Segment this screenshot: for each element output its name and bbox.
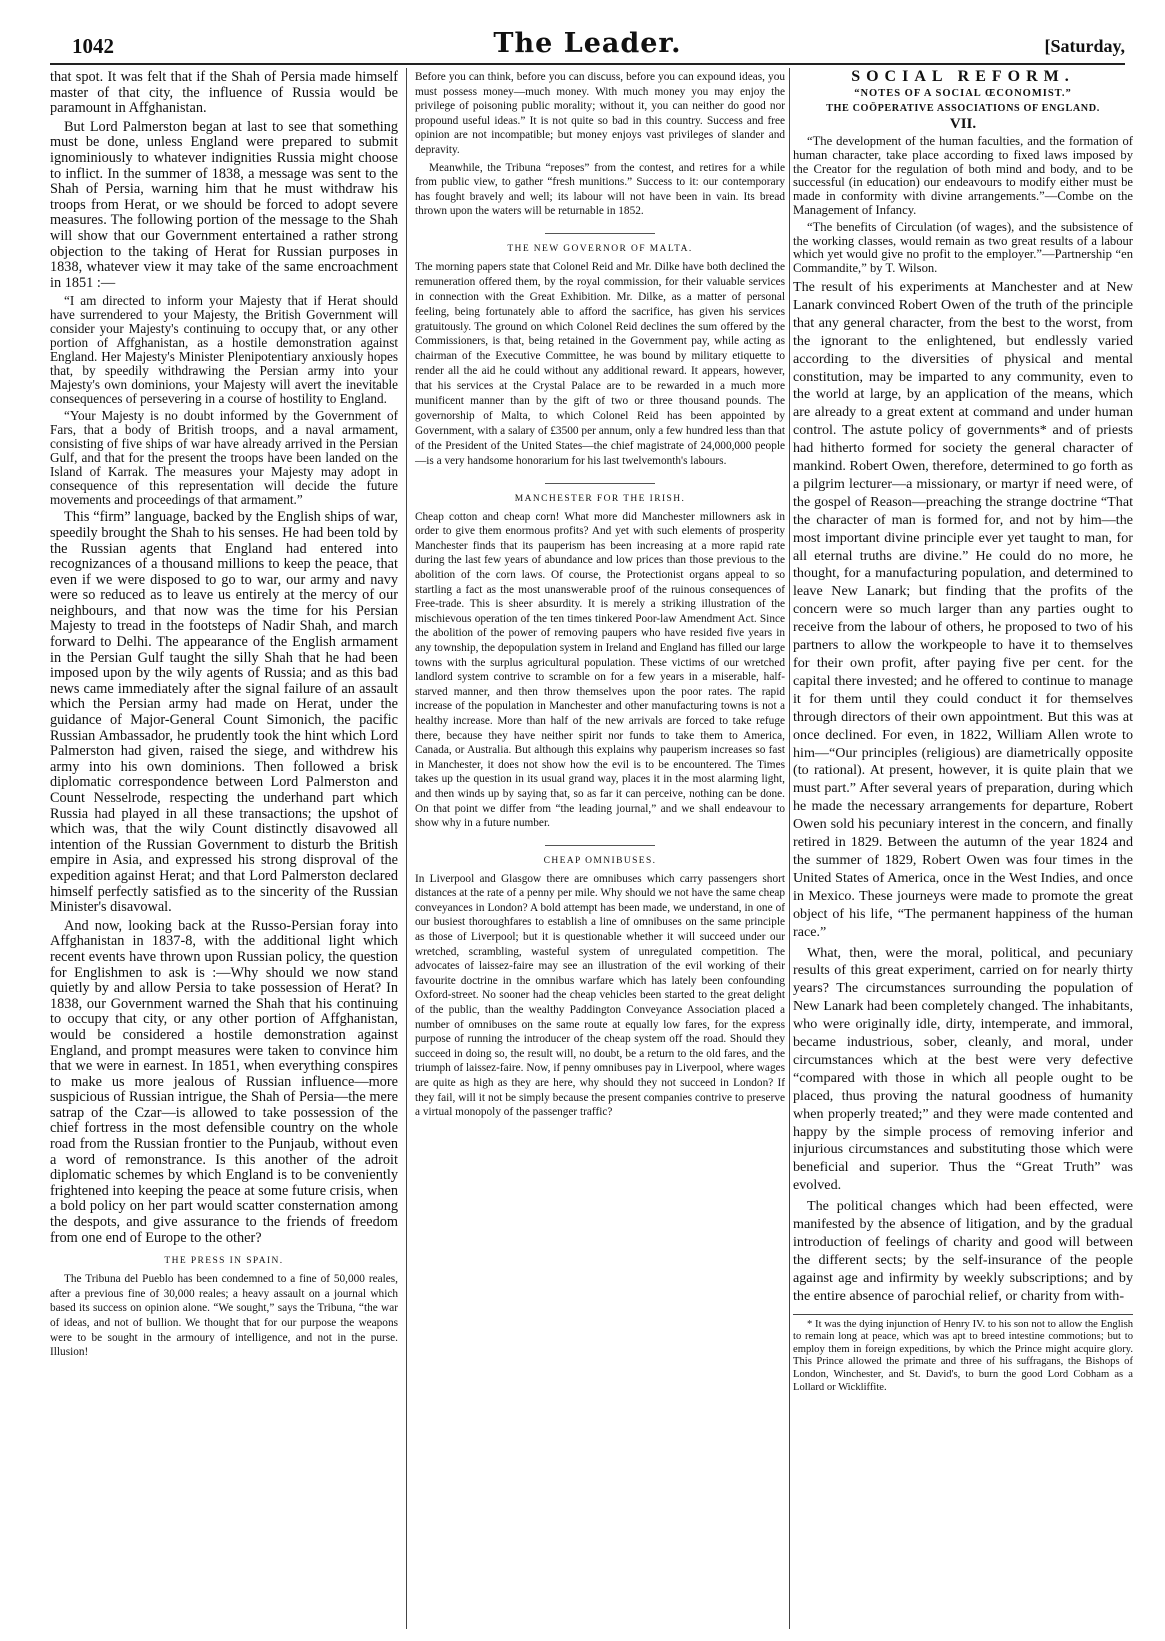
article-paragraph: In Liverpool and Glasgow there are omnibuses which carry passengers short distances at the rate of a penny per mile. Why should we not have the same cheap conveyances in London? A bold attempt has been made, we understand, in one of our busiest thoroughfares to establish a line of omnibuses on the same principle as those of Liverpool; but it is questionable whether it will succeed under our wretched, scrambling, wasteful system of unregulated competition. The advocates of laissez-faire may see an illustration of the evil working of their favourite doctrine in the omnibus warfare which has lately been confounding Oxford-street. No sooner had the cheap vehicles been started to the great delight of the public, than the wealthy Paddington Conveyance Association placed a number of omnibuses on the same route at equally low fares, for the express purpose of running the introducer of the cheap system off the road. Should they succeed in doing so, the result will, no doubt, be a return to the old fares, and the triumph of laissez-faire. Now, if penny omnibuses pay in Liverpool, where wages are quite as high as they are here, why should they not succeed in London? If they fail, will it not be simply because the present companies contrive to preserve a virtual monopoly of the passenger traffic?: [415, 872, 785, 1119]
article-paragraph: This “firm” language, backed by the English ships of war, speedily brought the Shah to his senses. He had been told by the Russian agents that England had entered into recognizances of a thousand millions to keep the peace, that even if we were disposed to go to war, our army and navy were so reduced as to leave us entirely at the mercy of our neighbours, and that now was the time for his Persian Majesty to tread in the footsteps of Nadir Shah, and march forward to Delhi. The appearance of the English armament in the Persian Gulf taught the silly Shah that he had been imposed upon by the wily agents of Russia; and as this bad news came immediately after the signal failure of an assault which the Persian army had made on Herat, under the guidance of Major-General Count Simonich, the pacific Russian Ambassador, he prudently took the hint which Lord Palmerston had given, raised the siege, and withdrew his army into his own dominions. Then followed a brisk diplomatic correspondence between Lord Palmerston and Count Nesselrode, respecting the underhand part which Russia had played in all these transactions; the upshot of which was, that the wily Count distinctly disavowed all intention of the Russian Government to disturb the British empire in Asia, and expressed his strong disproval of the expedition against Herat; and that Lord Palmerston declared himself perfectly satisfied as to the sincerity of the Russian Minister's disavowal.: [50, 509, 398, 916]
article-paragraph: The morning papers state that Colonel Reid and Mr. Dilke have both declined the remuneration offered them, by the royal commission, for their valuable services in connection with the Great Exhibition. Mr. Dilke, as a matter of personal feeling, being fortunately able to afford the sacrifice, has given his services gratuitously. The ground on which Colonel Reid declines the sum offered by the Commissioners, is that, being retained in the Government pay, while acting as chairman of the Executive Committee, he was bound by military etiquette to render all the aid he could without any additional reward. It appears, however, that his services at the Crystal Palace are to be rewarded in a much more munificent manner than by the gift of two or three thousand pounds. The governorship of Malta, to which Colonel Reid has been appointed by Government, with a salary of £3500 per annum, only a few hundred less than that of the President of the United States—the chief magistrate of 24,000,000 people—is a very handsome honorarium for his last twelvemonth's labours.: [415, 260, 785, 467]
column-middle: [415, 70, 785, 1630]
section-divider: [545, 483, 655, 484]
article-paragraph: The Tribuna del Pueblo has been condemned to a fine of 50,000 reales, after a previous fine of 30,000 reales; a heavy assault on a journal which based its success on opinion alone. “We sought,” says the Tribuna, “the war of ideas, and not of bullion. We thought that for our purpose the weapons were to be sought in the armoury of intelligence, and not in the purse. Illusion!: [50, 1273, 398, 1359]
section-heading: THE NEW GOVERNOR OF MALTA.: [507, 243, 693, 254]
column-right: [793, 70, 1133, 1630]
article-paragraph: The political changes which had been effected, were manifested by the absence of litigation, and by the gradual introduction of feelings of charity and good will between the different sects; by the self-insurance of the people against age and infirmity by weekly subscriptions; and by the entire absence of parochial relief, or charity from with-: [793, 1198, 1133, 1304]
dateline: [Saturday,: [1044, 36, 1125, 56]
section-numeral: VII.: [949, 116, 977, 132]
epigraph: “The benefits of Circulation (of wages), and the subsistence of the working classes, would remain as two great results of a labour which yet would give no profit to the employer.”—Partnership “en Commandite,” by T. Wilson.: [793, 219, 1133, 276]
article-paragraph: that spot. It was felt that if the Shah of Persia made himself master of that city, the influence of Russia would be paramount in Affghanistan.: [50, 70, 398, 117]
column-divider: [406, 68, 407, 1629]
article-paragraph: Cheap cotton and cheap corn! What more did Manchester millowners ask in order to give them enormous profits? And yet with such elements of prosperity Manchester finds that its pauperism has been increasing at a more rapid rate during the last few years of abundance and low prices than those previous to the abolition of the corn laws. Of course, the Protectionist organs appeal to so startling a fact as the most unanswerable proof of the ruinous consequences of Free-trade. This is sheer absurdity. It is merely a striking illustration of the mischievous operation of the ten times tinkered Poor-law Amendment Act. Since the abolition of the power of removing paupers who have resided five years in any township, the depopulation system in Ireland and England has filled our large towns with the surplus agricultural population. These victims of our wretched landlord system contrive to scramble on for a few years in a miserable, half-starved manner, and then throw themselves upon the poor rates. The rapid increase of the population in Manchester and other manufacturing towns is not a healthy increase. More than half of the new arrivals are forced to take refuge there, because they have neither spirit nor funds to take them to America, Canada, or Australia. But although this explains why pauperism increases so fast in Manchester, it does not show how the evil is to be encountered. The Times takes up the question in its usual grand way, places it in the most alarming light, and then winds up by saying that, so as far it can perceive, nothing can be done. On that point we differ from “the leading journal,” and we shall endeavour to show why in a future number.: [415, 510, 785, 830]
article-paragraph: Before you can think, before you can discuss, before you can expound ideas, you must possess money—much money. With much money you may enjoy the privilege of poisoning public morality; without it, you can neither do good nor propound useful ideas.” It is not quite so bad in this country. Success and free opinion are not incompatible; but money enjoys vast privileges of slander and depravity.: [415, 71, 785, 156]
section-divider: [545, 233, 655, 234]
article-subtitle: THE COÖPERATIVE ASSOCIATIONS OF ENGLAND.: [826, 103, 1100, 114]
header-rule: [50, 63, 1125, 65]
column-divider: [789, 68, 790, 1629]
article-paragraph: The result of his experiments at Manchester and at New Lanark convinced Robert Owen of the truth of the principle that any general character, from the best to the worst, from the ignorant to the enlightened, but endlessly varied according to the diversities of physical and mental constitution, may be imparted to any community, even to the world at large, by an application of the means, which are already to a great extent at command and under human control. The astute policy of governments* and of priests had hitherto formed for society the general character of mankind. Robert Owen, therefore, determined to go forth as a pilgrim lecturer—a missionary, or martyr if need were, of the gospel of Reason—preaching the strange doctrine “That the character of man is formed for, and not by him—the most important divine principle ever yet taught to man, for all eternal truths are divine.” He could do no more, he thought, for a manufacturing population, and determined to leave New Lanark; but finding that the profits of the concern were so much larger than any parties ought to receive from the labour of others, he proposed to two of his partners to allow the workpeople to have it to themselves for their own profit, after paying five per cent. for the capital there invested; and he offered to continue to manage it for them until they could conduct it for themselves through directors of their own appointment. But this was at once declined. For even, in 1822, William Allen wrote to him—“Our principles (religious) are diametrically opposite (to rational). At present, however, it is quite plain that we must part.” After several years of preparation, during which he made the necessary arrangements for departure, Robert Owen sold his pecuniary interest in the concern, and finally retired in 1829. Between the autumn of the year 1824 and the summer of 1829, Robert Owen was four times in the United States of America, once in the West Indies, and once in Mexico. These journeys were made to promote the great object of his life, “The permanent happiness of the human race.”: [793, 278, 1133, 940]
quoted-paragraph: “I am directed to inform your Majesty that if Herat should have surrendered to your Majesty, the British Government will consider your Majesty's continuing to occupy that, or any other portion of Affghanistan, as a hostile demonstration against England. Her Majesty's Minister Plenipotentiary anxiously hopes that, by speedily withdrawing the Persian army into your Majesty's own dominions, your Majesty will avert the inevitable consequences of persevering in a course of hostility to England.: [50, 293, 398, 407]
article-title: SOCIAL REFORM.: [851, 70, 1075, 85]
footnote: * It was the dying injunction of Henry IV. to his son not to allow the English to remain long at peace, which was apt to breed intestine commotions; but to employ them in foreign expeditions, by which the Prince might acquire glory. This Prince allowed the primate and three of his suffragans, the Bishops of London, Winchester, and St. David's, to burn the good Lord Cobham as a Lollard or Wickliffite.: [793, 1318, 1133, 1393]
section-heading: THE PRESS IN SPAIN.: [164, 1256, 284, 1267]
quoted-paragraph: “Your Majesty is no doubt informed by the Government of Fars, that a body of British troops, and a naval armament, consisting of five ships of war have already arrived in the Persian Gulf, and that for the present the troops have been landed on the Island of Karrak. The measures your Majesty may adopt in consequence of this representation will decide the future movements and proceedings of that armament.”: [50, 408, 398, 508]
page-header: [50, 28, 1125, 66]
epigraph: “The development of the human faculties, and the formation of human character, take place according to fixed laws imposed by the Creator for the regulation of both mind and body, and to be successful (in education) our endeavours to modify either must be made in conformity with divine arrangements.”—Combe on the Management of Infancy.: [793, 134, 1133, 217]
column-left: [50, 70, 398, 1630]
masthead: The Leader.: [493, 28, 682, 59]
article-paragraph: Meanwhile, the Tribuna “reposes” from the contest, and retires for a while from public view, to gather “fresh munitions.” Success to it: our contemporary has fought bravely and well; its labour will not have been in vain. Its bread thrown upon the waters will be returnable in 1852.: [415, 161, 785, 218]
article-subtitle: “NOTES OF A SOCIAL ŒCONOMIST.”: [854, 88, 1072, 99]
footnote-rule: [793, 1314, 1133, 1315]
article-paragraph: What, then, were the moral, political, and pecuniary results of this great experiment, carried on for nearly thirty years? The circumstances surrounding the population of New Lanark had been completely changed. The inhabitants, who were originally idle, dirty, intemperate, and immoral, became industrious, sober, cleanly, and moral, under circumstances which at the best were very defective “compared with those in which all people ought to be placed, thus proving the natural goodness of humanity when properly treated;” and they were made contented and happy by the simple process of removing inferior and injurious circumstances and substituting those which were beneficial and superior. Thus the “Great Truth” was evolved.: [793, 944, 1133, 1194]
section-heading: MANCHESTER FOR THE IRISH.: [514, 493, 686, 504]
section-heading: CHEAP OMNIBUSES.: [543, 855, 657, 866]
section-divider: [545, 845, 655, 846]
page-number: 1042: [72, 34, 114, 58]
article-paragraph: And now, looking back at the Russo-Persian foray into Affghanistan in 1837-8, with the additional light which recent events have thrown upon Russian policy, the question for Englishmen to ask is :—Why should we now stand quietly by and allow Persia to take possession of Herat? In 1838, our Government warned the Shah that his continuing to occupy that city, or any other portion of Affghanistan, would be considered a hostile demonstration against England, and prompt measures were taken to convince him that we were in earnest. In 1851, when everything conspires to make us more jealous of Russian influence—more suspicious of Russian intrigue, the Shah of Persia—the mere satrap of the Czar—is allowed to take possession of the chief fortress in the most defensible country on the whole road from the Russian frontier to the Punjaub, without even a word of remonstrance. Is this another of the adroit diplomatic schemes by which England is to be conveniently frightened into keeping the peace at some future crisis, when a bold policy on her part would scatter consternation among the despots, and give assurance to the friends of freedom from one end of Europe to the other?: [50, 917, 398, 1246]
article-paragraph: But Lord Palmerston began at last to see that something must be done, unless England were prepared to submit ignominiously to whatever indignities Russia might choose to inflict. In the summer of 1838, a message was sent to the Shah of Persia, warning him that he must withdraw his troops from Herat, or we should be forced to adopt severe measures. The following portion of the message to the Shah will show that our Government entertained a rather strong objection to the taking of Herat for Russian purposes in 1838, whatever view it may take of the same encroachment in 1851 :—: [50, 118, 398, 291]
